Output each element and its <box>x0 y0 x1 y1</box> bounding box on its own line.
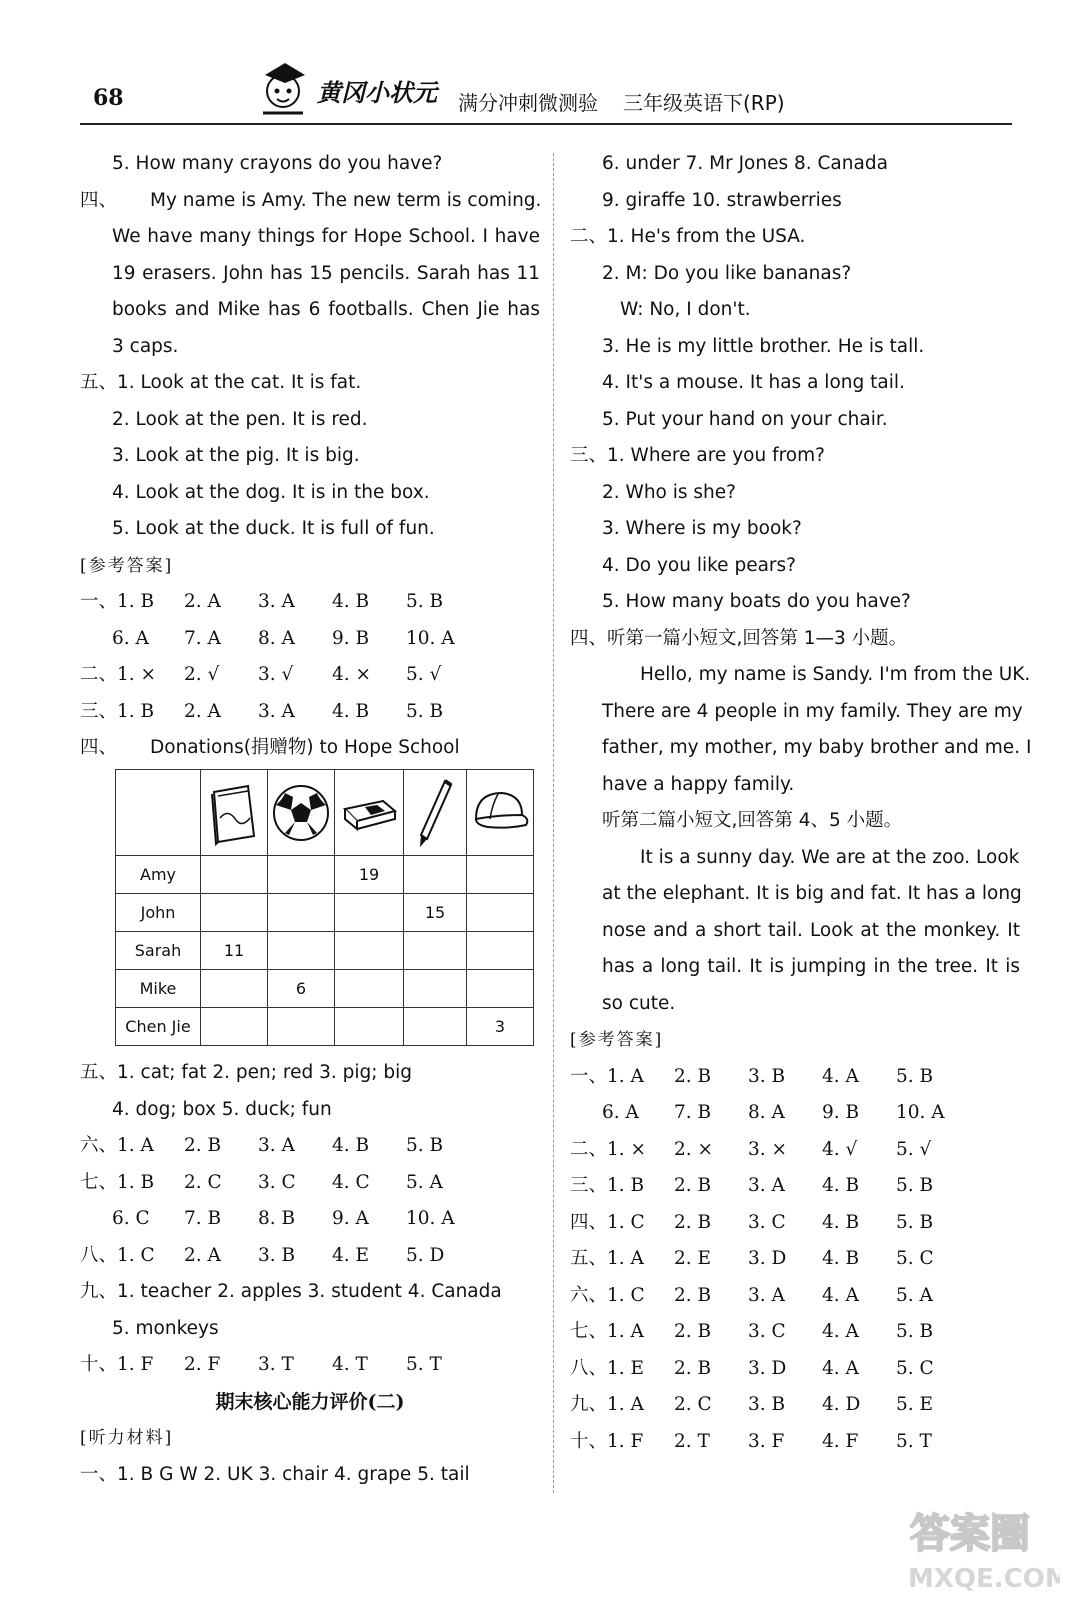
right-column <box>570 146 1032 1460</box>
table-cell <box>201 970 268 1008</box>
answer-item: 3. D <box>748 1248 787 1269</box>
answer-item: 5. T <box>896 1430 932 1452</box>
text-line: 2. M: Do you like bananas? <box>602 262 852 284</box>
passage-line: has a long tail. It is jumping in the tree. It is <box>602 956 1020 977</box>
answer-item: 5. √ <box>896 1138 932 1160</box>
answer-row <box>80 694 540 731</box>
answer-row <box>570 1424 1020 1461</box>
text-line: 5. How many boats do you have? <box>602 591 911 612</box>
answer-row <box>570 1241 1020 1278</box>
answer-item: 5. C <box>896 1248 934 1269</box>
table-cell: 3 <box>467 1008 534 1046</box>
answer-row <box>570 1351 1020 1388</box>
answer-item: 2. C <box>674 1394 712 1415</box>
answer-item: 6. A <box>112 627 149 649</box>
answer-item: 二、1. × <box>570 1138 647 1160</box>
answer-item: 9. A <box>332 1208 369 1229</box>
table-cell <box>201 856 268 894</box>
header-subtitle: 满分冲刺微测验 <box>458 91 598 115</box>
instruction-line: 四、听第一篇小短文,回答第 1—3 小题。 <box>570 627 908 649</box>
svg-text:MXQE.COM: MXQE.COM <box>908 1564 1060 1594</box>
answer-row <box>570 1205 1020 1242</box>
answer-item: 4. √ <box>822 1138 858 1160</box>
answer-item: 6. A <box>602 1102 639 1123</box>
cap-icon <box>467 770 534 856</box>
table-cell <box>201 1008 268 1046</box>
answer-item: 3. C <box>258 1171 296 1193</box>
passage-line: have a happy family. <box>602 773 795 795</box>
answer-item: 2. B <box>674 1321 712 1342</box>
passage-line: Hello, my name is Sandy. I'm from the UK. <box>640 664 1031 685</box>
text-line: 5. monkeys <box>112 1317 219 1339</box>
svg-text:答案圈: 答案圈 <box>910 1511 1030 1557</box>
answer-item: 7. B <box>674 1102 712 1123</box>
table-row <box>116 1008 534 1046</box>
passage-text: My name is Amy. The new term is coming. <box>150 189 542 211</box>
answer-item: 八、1. C <box>80 1244 155 1266</box>
answer-item: 7. A <box>184 627 221 649</box>
header-title: 三年级英语下(RP) <box>623 91 785 115</box>
table-cell: 19 <box>335 856 404 894</box>
answer-item: 5. A <box>896 1284 933 1306</box>
answer-item: 4. B <box>822 1175 860 1196</box>
answer-item: 5. A <box>406 1171 443 1193</box>
answer-row <box>570 1168 1020 1205</box>
header-rule <box>80 123 1012 125</box>
answer-key-heading: [参考答案] <box>570 1030 664 1050</box>
answer-item: 8. B <box>258 1208 296 1229</box>
text-line: 2. Who is she? <box>602 481 736 503</box>
answer-item: 7. B <box>184 1208 222 1229</box>
answer-item: 8. A <box>258 627 295 649</box>
answer-item: 三、1. B <box>570 1175 645 1196</box>
instruction-line: 听第二篇小短文,回答第 4、5 小题。 <box>602 810 903 831</box>
answer-item: 3. × <box>748 1138 788 1160</box>
answer-item: 4. B <box>822 1211 860 1233</box>
answer-item: 2. B <box>184 1135 222 1156</box>
answer-item: 3. A <box>258 591 295 612</box>
answer-item: 5. B <box>406 591 444 612</box>
text-line: 3. Where is my book? <box>602 518 802 539</box>
book-icon <box>201 770 268 856</box>
table-cell: 6 <box>268 970 335 1008</box>
answer-item: 3. F <box>748 1430 785 1452</box>
answer-item: 4. B <box>332 1135 370 1156</box>
answer-item: 2. B <box>674 1284 712 1306</box>
text-line: 6. under 7. Mr Jones 8. Canada <box>602 153 888 174</box>
answer-row <box>570 1314 1020 1351</box>
eraser-icon <box>335 770 404 856</box>
text-line: 一、1. B G W 2. UK 3. chair 4. grape 5. tail <box>80 1463 470 1485</box>
row-name: John <box>116 894 201 932</box>
answer-row <box>570 1278 1020 1315</box>
text-line: 九、1. teacher 2. apples 3. student 4. Canada <box>80 1281 502 1302</box>
answer-item: 2. E <box>674 1248 712 1269</box>
answer-item: 2. T <box>674 1430 710 1452</box>
answer-row <box>80 657 540 694</box>
answer-row <box>570 1059 1020 1096</box>
passage-line: books and Mike has 6 footballs. Chen Jie has <box>112 299 540 320</box>
answer-item: 3. A <box>748 1284 785 1306</box>
answer-item: 八、1. E <box>570 1357 645 1379</box>
section-title: 期末核心能力评价(二) <box>215 1390 405 1413</box>
text-line: 3. Look at the pig. It is big. <box>112 445 360 466</box>
brand-logo <box>255 55 440 121</box>
table-cell: 15 <box>404 894 467 932</box>
answer-item: 九、1. A <box>570 1394 644 1415</box>
table-cell <box>467 856 534 894</box>
answer-item: 3. C <box>748 1321 786 1342</box>
text-line: 4. Look at the dog. It is in the box. <box>112 481 430 503</box>
passage-line: 3 caps. <box>112 335 179 357</box>
text-line: 三、1. Where are you from? <box>570 445 825 466</box>
text-line: 五、1. cat; fat 2. pen; red 3. pig; big <box>80 1062 412 1083</box>
table-cell <box>404 1008 467 1046</box>
table-cell <box>335 1008 404 1046</box>
answer-item: 5. √ <box>406 664 442 685</box>
passage-line: father, my mother, my baby brother and me. I <box>602 737 1032 758</box>
text-line: 5. Look at the duck. It is full of fun. <box>112 518 435 539</box>
blank-corner-cell <box>116 770 201 856</box>
answer-item: 5. C <box>896 1357 934 1379</box>
answer-item: 5. D <box>406 1244 445 1266</box>
page-header <box>80 55 1012 125</box>
answer-row <box>80 1347 540 1384</box>
text-line: 9. giraffe 10. strawberries <box>602 189 842 211</box>
table-cell <box>268 856 335 894</box>
answer-row <box>570 1095 1020 1132</box>
donations-table <box>115 769 534 1046</box>
passage-line: 19 erasers. John has 15 pencils. Sarah has 11 <box>112 262 540 284</box>
answer-item: 2. C <box>184 1171 222 1193</box>
answer-item: 10. A <box>406 627 455 649</box>
answer-item: 9. B <box>822 1102 860 1123</box>
answer-item: 六、1. A <box>80 1135 154 1156</box>
passage-line: There are 4 people in my family. They are my <box>602 700 1023 722</box>
table-cell <box>467 894 534 932</box>
answer-item: 4. A <box>822 1357 859 1379</box>
text-line: 4. Do you like pears? <box>602 554 796 576</box>
answer-row <box>80 1201 540 1238</box>
listening-material-heading: [听力材料] <box>80 1428 174 1448</box>
answer-item: 2. B <box>674 1357 712 1379</box>
answer-item: 2. A <box>184 591 221 612</box>
answer-item: 5. B <box>406 1135 444 1156</box>
text-line <box>80 730 540 767</box>
answer-item: 2. B <box>674 1175 712 1196</box>
table-cell <box>335 894 404 932</box>
answer-item: 4. F <box>822 1430 859 1452</box>
answer-item: 5. B <box>896 1321 934 1342</box>
row-name: Amy <box>116 856 201 894</box>
answer-item: 2. A <box>184 1244 221 1266</box>
svg-text:黄冈小状元: 黄冈小状元 <box>317 78 437 107</box>
table-cell <box>268 1008 335 1046</box>
answer-item: 9. B <box>332 627 370 649</box>
answer-item: 十、1. F <box>80 1354 154 1375</box>
table-cell <box>268 894 335 932</box>
answer-item: 六、1. C <box>570 1284 645 1306</box>
answer-item: 3. B <box>258 1244 296 1266</box>
answer-item: 4. T <box>332 1354 368 1375</box>
table-row <box>116 894 534 932</box>
answer-item: 3. C <box>748 1211 786 1233</box>
answer-item: 七、1. B <box>80 1171 155 1193</box>
answer-item: 4. × <box>332 664 372 685</box>
text-line: 5. How many crayons do you have? <box>112 153 443 174</box>
table-cell <box>268 932 335 970</box>
answer-item: 3. T <box>258 1354 294 1375</box>
text-line: 4. It's a mouse. It has a long tail. <box>602 372 905 393</box>
answer-item: 5. B <box>896 1065 934 1087</box>
left-column-lower <box>80 1055 540 1493</box>
table-cell <box>467 970 534 1008</box>
answer-item: 一、1. A <box>570 1065 644 1087</box>
answer-item: 4. B <box>332 591 370 612</box>
passage-line: It is a sunny day. We are at the zoo. Look <box>640 846 1020 868</box>
table-cell <box>404 970 467 1008</box>
answer-item: 5. T <box>406 1354 442 1375</box>
text-line: 3. He is my little brother. He is tall. <box>602 335 925 357</box>
answer-item: 一、1. B <box>80 591 155 612</box>
text-line: 五、1. Look at the cat. It is fat. <box>80 372 362 393</box>
text-line: 5. Put your hand on your chair. <box>602 408 888 430</box>
answer-item: 10. A <box>406 1208 455 1229</box>
answer-item: 4. C <box>332 1171 370 1193</box>
table-row <box>116 856 534 894</box>
answer-item: 3. √ <box>258 664 294 685</box>
answer-item: 3. B <box>748 1065 786 1087</box>
table-cell <box>404 856 467 894</box>
column-divider <box>553 153 554 1493</box>
answer-item: 6. C <box>112 1208 150 1229</box>
table-cell <box>335 970 404 1008</box>
answer-item: 4. D <box>822 1394 861 1415</box>
row-name: Mike <box>116 970 201 1008</box>
answer-item: 四、1. C <box>570 1211 645 1233</box>
table-cell <box>335 932 404 970</box>
answer-item: 3. B <box>748 1394 786 1415</box>
answer-row <box>80 1165 540 1202</box>
answer-item: 8. A <box>748 1102 785 1123</box>
table-cell <box>201 894 268 932</box>
answer-item: 2. B <box>674 1211 712 1233</box>
answer-item: 十、1. F <box>570 1430 644 1452</box>
answer-row <box>80 1128 540 1165</box>
answer-row <box>570 1132 1020 1169</box>
answer-item: 2. B <box>674 1065 712 1087</box>
answer-item: 五、1. A <box>570 1248 644 1269</box>
row-name: Chen Jie <box>116 1008 201 1046</box>
pencil-icon <box>404 770 467 856</box>
passage-line: at the elephant. It is big and fat. It has a long <box>602 883 1022 904</box>
table-cell <box>467 932 534 970</box>
answer-item: 10. A <box>896 1102 945 1123</box>
section-label: 四、 <box>80 189 118 211</box>
answer-item: 3. D <box>748 1357 787 1379</box>
answer-item: 4. B <box>822 1248 860 1269</box>
text-line: W: No, I don't. <box>620 299 751 320</box>
text-line: 4. dog; box 5. duck; fun <box>112 1098 332 1120</box>
table-row <box>116 932 534 970</box>
passage-line: nose and a short tail. Look at the monkey. It <box>602 919 1020 941</box>
answer-item: 2. F <box>184 1354 221 1375</box>
answer-item: 4. A <box>822 1065 859 1087</box>
answer-item: 2. A <box>184 700 221 722</box>
table-cell: 11 <box>201 932 268 970</box>
answer-row <box>570 1387 1020 1424</box>
answer-item: 3. A <box>258 700 295 722</box>
passage-line: so cute. <box>602 992 676 1014</box>
answer-row <box>80 621 540 658</box>
answer-item: 5. B <box>896 1211 934 1233</box>
left-column <box>80 146 540 767</box>
answer-item: 4. E <box>332 1244 370 1266</box>
answer-item: 2. × <box>674 1138 714 1160</box>
answer-item: 三、1. B <box>80 700 155 722</box>
icon-header-row <box>116 770 534 856</box>
answer-item: 4. A <box>822 1284 859 1306</box>
answer-item: 5. B <box>406 700 444 722</box>
answer-key-heading: [参考答案] <box>80 555 174 576</box>
page-number: 68 <box>93 85 124 111</box>
answer-item: 4. A <box>822 1321 859 1342</box>
table-title: Donations(捐赠物) to Hope School <box>150 737 460 758</box>
row-name: Sarah <box>116 932 201 970</box>
answer-row <box>80 584 540 621</box>
table-row <box>116 970 534 1008</box>
text-line: 2. Look at the pen. It is red. <box>112 408 368 430</box>
text-line: 二、1. He's from the USA. <box>570 226 806 247</box>
answer-item: 2. √ <box>184 664 220 685</box>
answer-item: 3. A <box>748 1175 785 1196</box>
site-watermark <box>880 1495 1060 1595</box>
text-line <box>80 183 540 220</box>
answer-item: 4. B <box>332 700 370 722</box>
football-icon <box>268 770 335 856</box>
passage-line: We have many things for Hope School. I have <box>112 226 540 247</box>
answer-item: 二、1. × <box>80 664 157 685</box>
answer-item: 5. B <box>896 1175 934 1196</box>
section-label: 四、 <box>80 737 118 758</box>
answer-row <box>80 1238 540 1275</box>
table-cell <box>404 932 467 970</box>
answer-item: 3. A <box>258 1135 295 1156</box>
answer-item: 七、1. A <box>570 1321 644 1342</box>
answer-item: 5. E <box>896 1394 934 1415</box>
